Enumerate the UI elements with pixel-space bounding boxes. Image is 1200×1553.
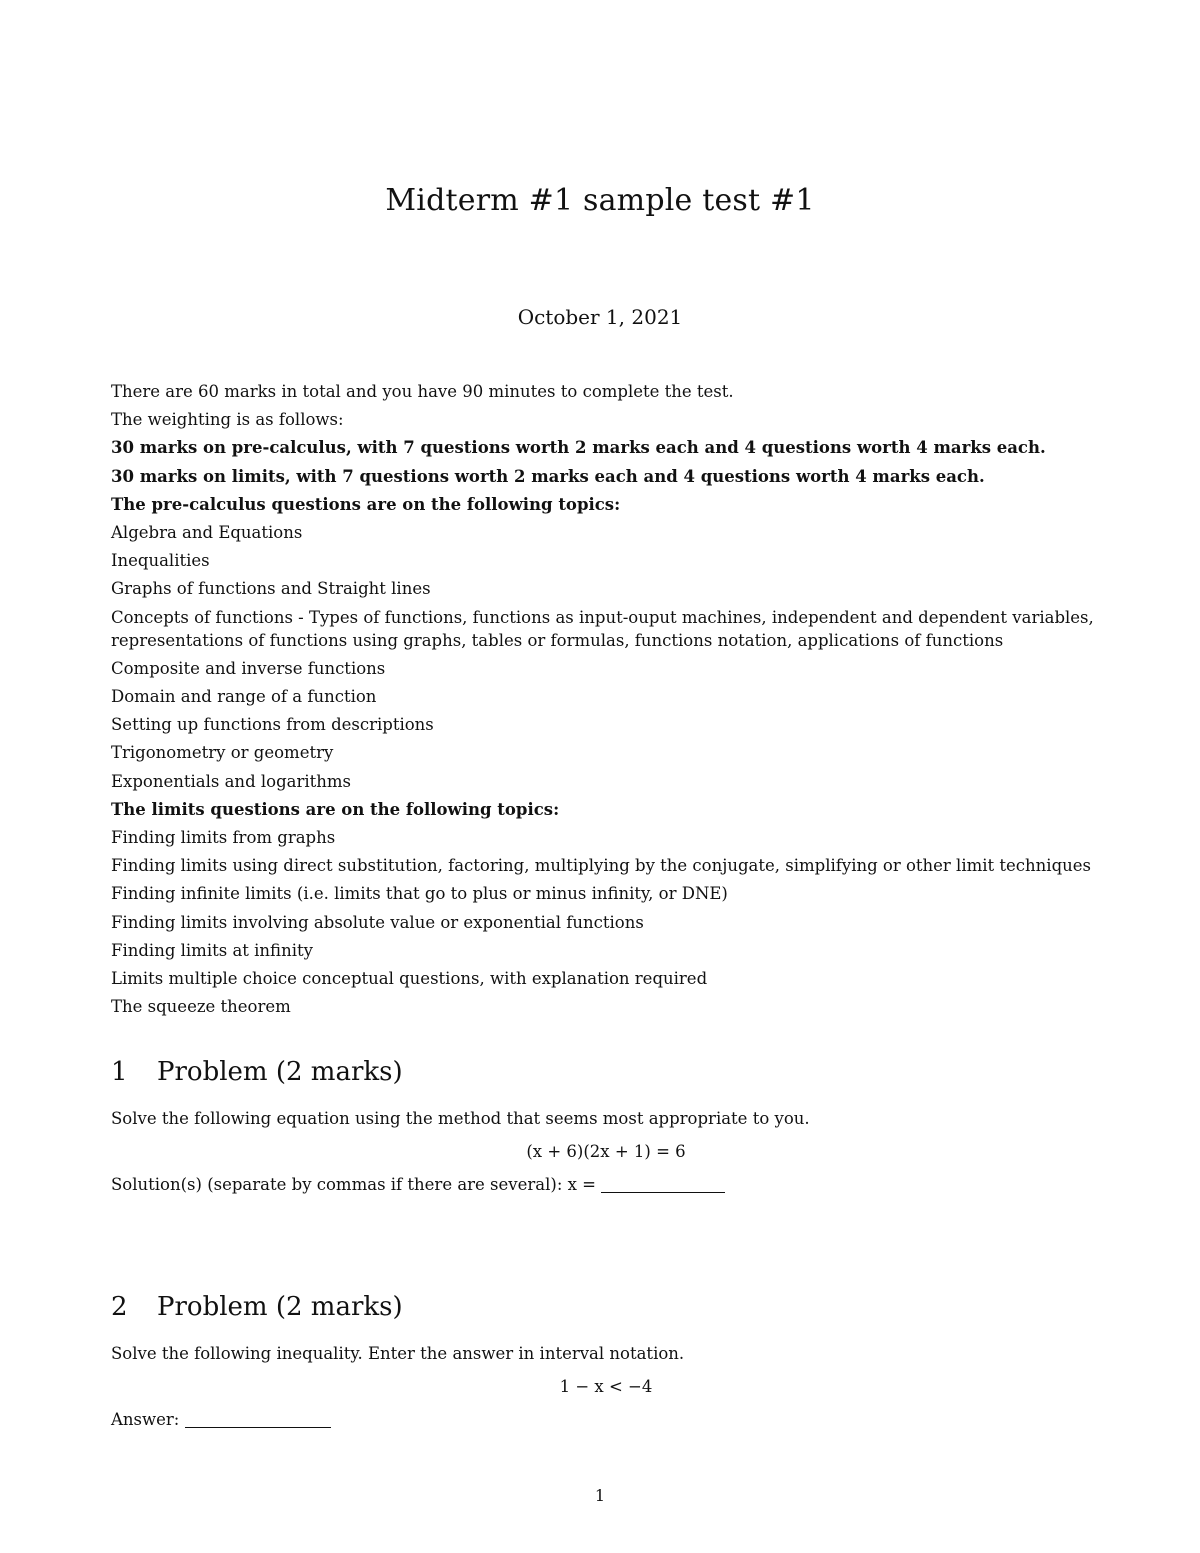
problem-text: Solve the following equation using the method that seems most appropriate to you. bbox=[111, 1109, 810, 1128]
document-date: October 1, 2021 bbox=[517, 305, 683, 329]
problem-title: Problem (2 marks) bbox=[157, 1292, 403, 1322]
problem-heading bbox=[111, 1292, 1101, 1322]
topic-item: Algebra and Equations bbox=[111, 523, 303, 543]
problem-1 bbox=[111, 1057, 1101, 1194]
instruction-line: The weighting is as follows: bbox=[111, 410, 344, 430]
answer-line bbox=[111, 1410, 1101, 1429]
topic-item: Finding limits involving absolute value or exponential functions bbox=[111, 912, 644, 932]
answer-line bbox=[111, 1175, 1101, 1194]
topic-item: Finding limits at infinity bbox=[111, 940, 313, 960]
weighting-line: 30 marks on limits, with 7 questions worth 2 marks each and 4 questions worth 4 marks each. bbox=[111, 466, 985, 486]
topic-item: Domain and range of a function bbox=[111, 687, 377, 707]
topic-item: Limits multiple choice conceptual questions, with explanation required bbox=[111, 969, 708, 989]
equation: (x + 6)(2x + 1) = 6 bbox=[526, 1142, 686, 1161]
topic-item: Concepts of functions - Types of functions, functions as input-ouput machines, independent and dependent variables, representations of functions using graphs, tables or formulas, functions notation, applications of functions bbox=[111, 608, 1094, 651]
topic-item: Setting up functions from descriptions bbox=[111, 715, 434, 735]
page-number: 1 bbox=[594, 1486, 606, 1505]
answer-blank[interactable] bbox=[185, 1426, 331, 1428]
problem-2 bbox=[111, 1292, 1101, 1429]
problem-number: 2 bbox=[111, 1292, 128, 1322]
topic-item: The squeeze theorem bbox=[111, 997, 291, 1017]
answer-blank[interactable] bbox=[601, 1191, 725, 1193]
weighting-line: 30 marks on pre-calculus, with 7 questions worth 2 marks each and 4 questions worth 4 marks each. bbox=[111, 438, 1046, 458]
topic-item: Finding limits from graphs bbox=[111, 828, 336, 848]
topic-item: Finding infinite limits (i.e. limits that go to plus or minus infinity, or DNE) bbox=[111, 884, 728, 904]
instruction-line: There are 60 marks in total and you have 90 minutes to complete the test. bbox=[111, 382, 734, 401]
topic-item: Graphs of functions and Straight lines bbox=[111, 579, 431, 599]
problem-title: Problem (2 marks) bbox=[157, 1057, 403, 1087]
topic-item: Composite and inverse functions bbox=[111, 658, 386, 678]
topic-item: Inequalities bbox=[111, 551, 210, 571]
instructions-block bbox=[111, 378, 1101, 1021]
topic-item: Finding limits using direct substitution, factoring, multiplying by the conjugate, simplifying or other limit techniques bbox=[111, 856, 1091, 876]
answer-label: Solution(s) (separate by commas if there are several): x = bbox=[111, 1175, 596, 1194]
answer-label: Answer: bbox=[111, 1410, 180, 1429]
equation: 1 − x < −4 bbox=[559, 1377, 653, 1396]
topic-item: Exponentials and logarithms bbox=[111, 771, 352, 791]
document-title: Midterm #1 sample test #1 bbox=[385, 183, 815, 218]
problem-number: 1 bbox=[111, 1057, 128, 1087]
problem-text: Solve the following inequality. Enter the answer in interval notation. bbox=[111, 1344, 685, 1363]
problem-heading bbox=[111, 1057, 1101, 1087]
topic-item: Trigonometry or geometry bbox=[111, 743, 334, 763]
topics-heading: The limits questions are on the following topics: bbox=[111, 799, 560, 819]
topics-heading: The pre-calculus questions are on the following topics: bbox=[111, 494, 621, 514]
